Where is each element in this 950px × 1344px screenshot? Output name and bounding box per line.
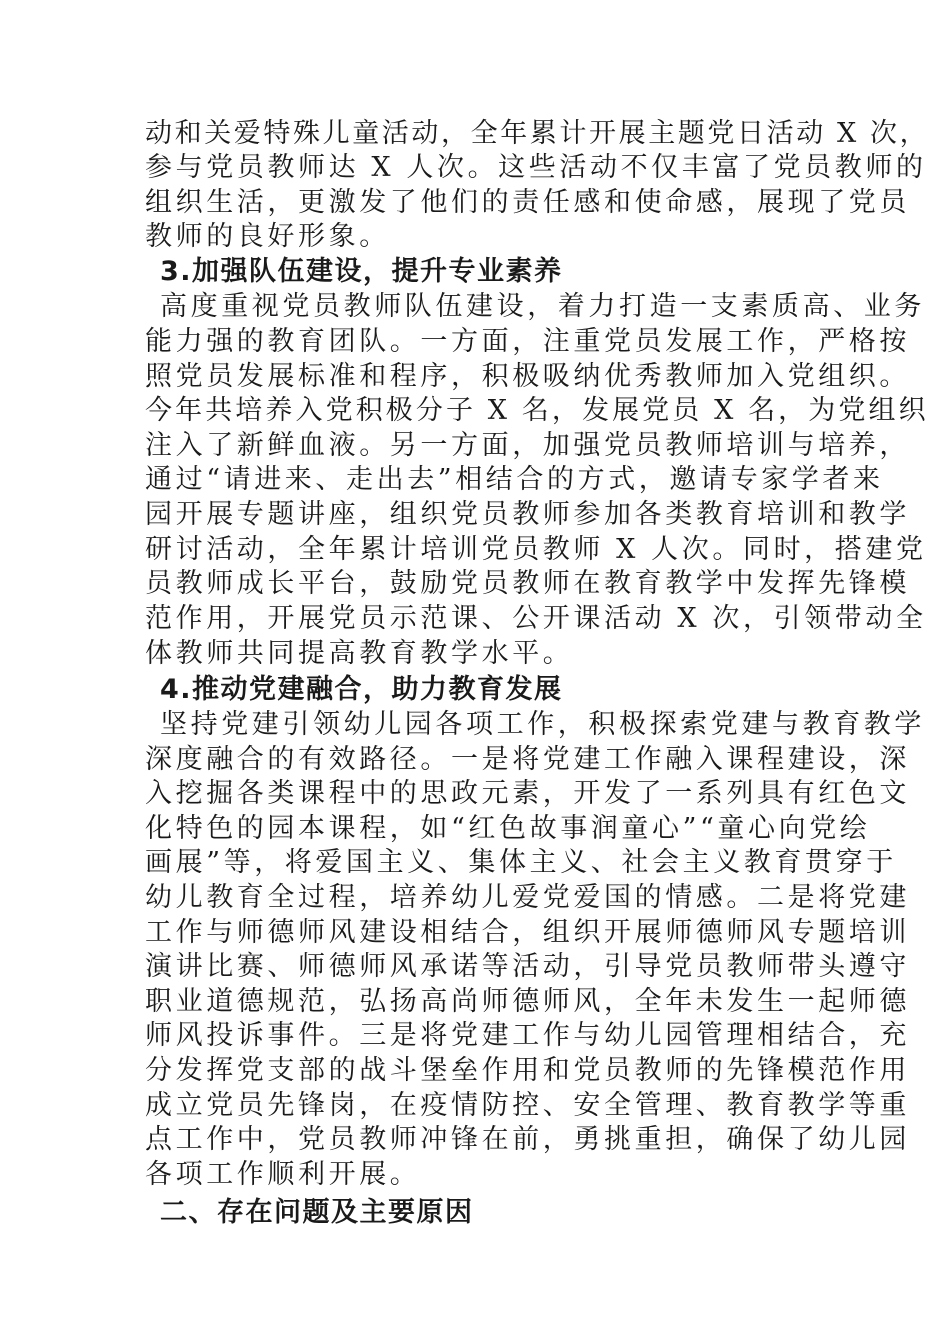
body-text-line: 化特色的园本课程，如“红色故事润童心”“童心向党绘 xyxy=(145,813,871,844)
body-text-line: 参与党员教师达 X 人次。这些活动不仅丰富了党员教师的 xyxy=(145,152,927,183)
body-text-line: 点工作中，党员教师冲锋在前，勇挑重担，确保了幼儿园 xyxy=(145,1124,910,1155)
body-text-line: 组织生活，更激发了他们的责任感和使命感，展现了党员 xyxy=(145,187,910,218)
body-text-line: 深度融合的有效路径。一是将党建工作融入课程建设，深 xyxy=(145,744,910,775)
body-text-line: 动和关爱特殊儿童活动，全年累计开展主题党日活动 X 次， xyxy=(145,118,930,149)
body-text-line: 能力强的教育团队。一方面，注重党员发展工作，严格按 xyxy=(145,326,910,357)
body-text-line: 职业道德规范，弘扬高尚师德师风，全年未发生一起师德 xyxy=(145,986,910,1017)
body-text-line: 师风投诉事件。三是将党建工作与幼儿园管理相结合，充 xyxy=(145,1020,910,1051)
body-text-line: 范作用，开展党员示范课、公开课活动 X 次，引领带动全 xyxy=(145,603,927,634)
body-text-line: 工作与师德师风建设相结合，组织开展师德师风专题培训 xyxy=(145,917,910,948)
body-text-line: 体教师共同提高教育教学水平。 xyxy=(145,638,574,669)
section-heading: 3.加强队伍建设，提升专业素养 xyxy=(160,256,563,287)
chapter-heading: 二、存在问题及主要原因 xyxy=(160,1197,474,1228)
body-text-line: 注入了新鲜血液。另一方面，加强党员教师培训与培养， xyxy=(145,430,910,461)
body-text-line: 各项工作顺利开展。 xyxy=(145,1159,421,1190)
body-text-line: 今年共培养入党积极分子 X 名，发展党员 X 名，为党组织 xyxy=(145,395,929,426)
body-text-line: 演讲比赛、师德师风承诺等活动，引导党员教师带头遵守 xyxy=(145,951,910,982)
body-text-line: 画展”等，将爱国主义、集体主义、社会主义教育贯穿于 xyxy=(145,847,897,878)
body-text-line: 幼儿教育全过程，培养幼儿爱党爱国的情感。二是将党建 xyxy=(145,882,910,913)
body-text-line: 分发挥党支部的战斗堡垒作用和党员教师的先锋模范作用 xyxy=(145,1055,910,1086)
body-text-line: 教师的良好形象。 xyxy=(145,221,390,252)
body-text-line: 入挖掘各类课程中的思政元素，开发了一系列具有红色文 xyxy=(145,778,910,809)
body-text-line: 成立党员先锋岗，在疫情防控、安全管理、教育教学等重 xyxy=(145,1090,910,1121)
body-text-line: 园开展专题讲座，组织党员教师参加各类教育培训和教学 xyxy=(145,499,910,530)
body-text-line: 研讨活动，全年累计培训党员教师 X 人次。同时，搭建党 xyxy=(145,534,927,565)
body-text-line: 通过“请进来、走出去”相结合的方式，邀请专家学者来 xyxy=(145,464,884,495)
body-text-line: 员教师成长平台，鼓励党员教师在教育教学中发挥先锋模 xyxy=(145,568,910,599)
body-text-line: 照党员发展标准和程序，积极吸纳优秀教师加入党组织。 xyxy=(145,361,910,392)
paragraph-first-line: 高度重视党员教师队伍建设，着力打造一支素质高、业务 xyxy=(160,291,925,322)
paragraph-first-line: 坚持党建引领幼儿园各项工作，积极探索党建与教育教学 xyxy=(160,709,925,740)
section-heading: 4.推动党建融合，助力教育发展 xyxy=(160,674,563,705)
